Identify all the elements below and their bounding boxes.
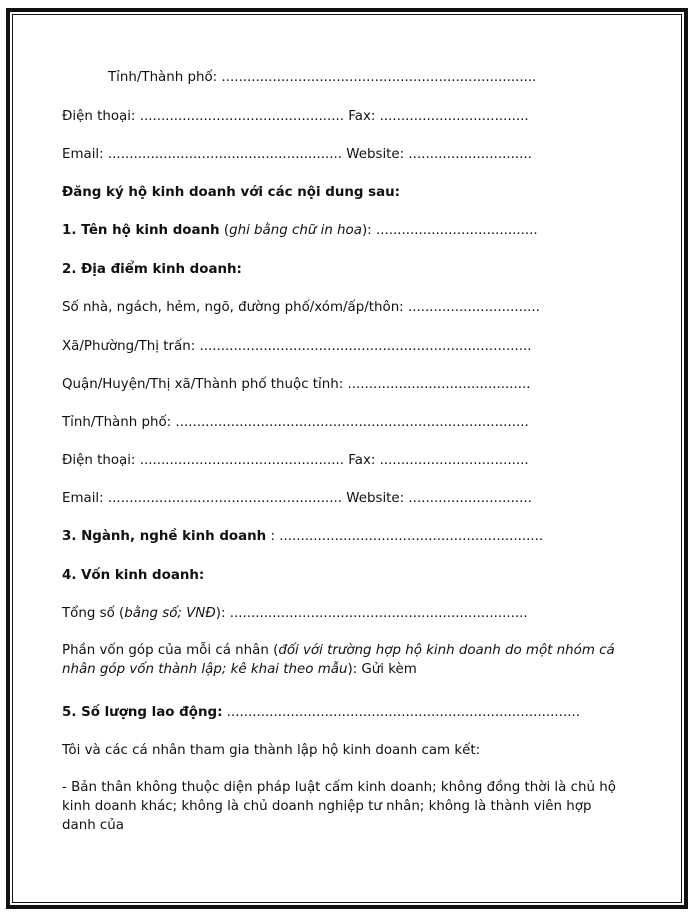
phone-fax-header-line: Điện thoại: ................................................ Fax: ................................... [62, 109, 529, 124]
contribution-note: đối với trường hợp hộ kinh doanh do một nhóm cá nhân góp vốn thành lập; kê khai theo mẫu [62, 643, 615, 677]
section-1-note: ghi bằng chữ in hoa [229, 223, 362, 238]
section-5-field: ................................................................................... [222, 705, 580, 720]
section-1-paren: ( [219, 223, 230, 238]
section-3-label: 3. Ngành, nghề kinh doanh [62, 529, 267, 544]
contribution-prefix: Phần vốn góp của mỗi cá nhân ( [62, 643, 279, 658]
total-capital-line [62, 604, 528, 623]
section-3-line [62, 527, 543, 546]
email-website-header-line: Email: ....................................................... Website: ............................. [62, 147, 532, 162]
registration-heading: Đăng ký hộ kinh doanh với các nội dung sau: [62, 185, 401, 200]
section-1-field: ): ...................................... [361, 223, 538, 238]
contribution-suffix: ): Gửi kèm [347, 662, 417, 677]
capital-contribution-paragraph [62, 641, 622, 679]
email-website-line: Email: ....................................................... Website: ............................. [62, 491, 532, 506]
section-1-label: 1. Tên hộ kinh doanh [62, 223, 220, 238]
address-line: Số nhà, ngách, hẻm, ngõ, đường phố/xóm/ấp/thôn: ............................... [62, 300, 540, 315]
section-5-label: 5. Số lượng lao động: [62, 705, 223, 720]
total-capital-note: bằng số; VNĐ [124, 606, 216, 621]
section-1-business-name [62, 221, 538, 240]
section-4-label: 4. Vốn kinh doanh: [62, 568, 205, 583]
ward-line: Xã/Phường/Thị trấn: .............................................................................. [62, 339, 532, 354]
section-2-label: 2. Địa điểm kinh doanh: [62, 262, 242, 277]
province-line: Tỉnh/Thành phố: ................................................................................... [62, 415, 529, 430]
section-5-line [62, 703, 580, 722]
section-3-field: : .............................................................. [266, 529, 544, 544]
province-header-line: Tỉnh/Thành phố: .......................................................................... [108, 70, 537, 85]
commitment-item: - Bản thân không thuộc diện pháp luật cấm kinh doanh; không đồng thời là chủ hộ kinh doanh khác; không là chủ doanh nghiệp tư nhân; không là thành viên hợp danh của [62, 780, 616, 833]
commitment-intro: Tôi và các cá nhân tham gia thành lập hộ kinh doanh cam kết: [62, 743, 481, 758]
phone-fax-line: Điện thoại: ................................................ Fax: ................................... [62, 453, 529, 468]
district-line: Quận/Huyện/Thị xã/Thành phố thuộc tỉnh: ........................................... [62, 377, 531, 392]
total-capital-field: ): ...................................................................... [215, 606, 528, 621]
total-capital-prefix: Tổng số ( [62, 606, 125, 621]
